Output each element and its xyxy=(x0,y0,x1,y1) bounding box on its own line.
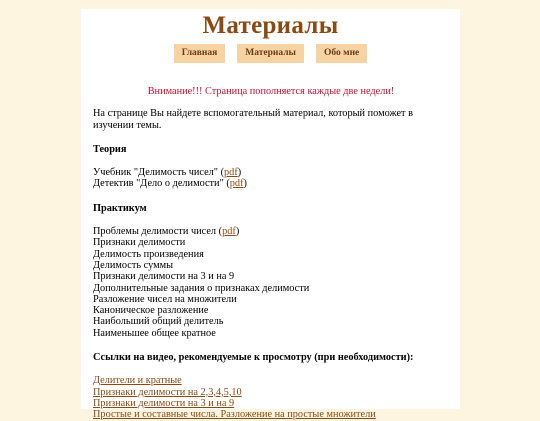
nav-about-button[interactable]: Обо мне xyxy=(316,44,367,63)
theory-heading: Теория xyxy=(93,143,127,155)
nav-materials-button[interactable]: Материалы xyxy=(237,44,304,63)
pdf-link[interactable]: pdf xyxy=(222,226,236,238)
intro-text: На странице Вы найдете вспомогательный материал, который поможет в изучении темы. xyxy=(93,108,413,131)
practice-item: Наименьшее общее кратное xyxy=(93,327,216,339)
pdf-link[interactable]: pdf xyxy=(224,167,238,179)
content-panel xyxy=(81,9,460,421)
practice-list xyxy=(93,226,449,339)
theory-item xyxy=(93,178,449,189)
theory-item-suffix: ) xyxy=(237,167,242,179)
practice-item-suffix: ) xyxy=(235,226,240,238)
practice-item: Дополнительные задания о признаках делимости xyxy=(93,282,310,294)
nav-bar xyxy=(81,44,460,63)
practice-heading: Практикум xyxy=(93,202,147,214)
theory-item xyxy=(93,167,449,178)
practice-item: Делимость суммы xyxy=(93,259,174,271)
video-link[interactable]: Признаки делимости на 3 и на 9 xyxy=(93,397,235,409)
video-link[interactable]: Делители и кратные xyxy=(93,375,182,387)
page-title: Материалы xyxy=(202,12,339,39)
update-notice: Внимание!!! Страница пополняется каждые две недели! xyxy=(147,86,395,97)
practice-item: Признаки делимости на 3 и на 9 xyxy=(93,271,235,283)
practice-item: Наибольший общий делитель xyxy=(93,316,224,328)
theory-item-suffix: ) xyxy=(243,178,247,190)
video-link[interactable]: Простые и составные числа. Разложение на простые множители xyxy=(93,409,376,421)
videos-heading: Ссылки на видео, рекомендуемые к просмотру (при необходимости): xyxy=(93,352,414,364)
pdf-link[interactable]: pdf xyxy=(229,178,244,190)
practice-item: Признаки делимости xyxy=(93,237,186,249)
theory-item-text: Детектив "Дело о делимости" ( xyxy=(93,178,230,190)
practice-item xyxy=(93,226,449,237)
practice-item-text: Проблемы делимости чисел ( xyxy=(93,226,223,238)
video-link[interactable]: Признаки делимости на 2,3,4,5,10 xyxy=(93,386,242,398)
video-links xyxy=(93,375,449,420)
nav-home-button[interactable]: Главная xyxy=(174,44,226,63)
main-content xyxy=(81,86,460,421)
practice-item: Разложение чисел на множители xyxy=(93,293,237,305)
theory-item-text: Учебник "Делимость чисел" ( xyxy=(93,167,225,179)
theory-list xyxy=(93,167,449,190)
practice-item: Каноническое разложение xyxy=(93,305,209,317)
practice-item: Делимость произведения xyxy=(93,248,204,260)
